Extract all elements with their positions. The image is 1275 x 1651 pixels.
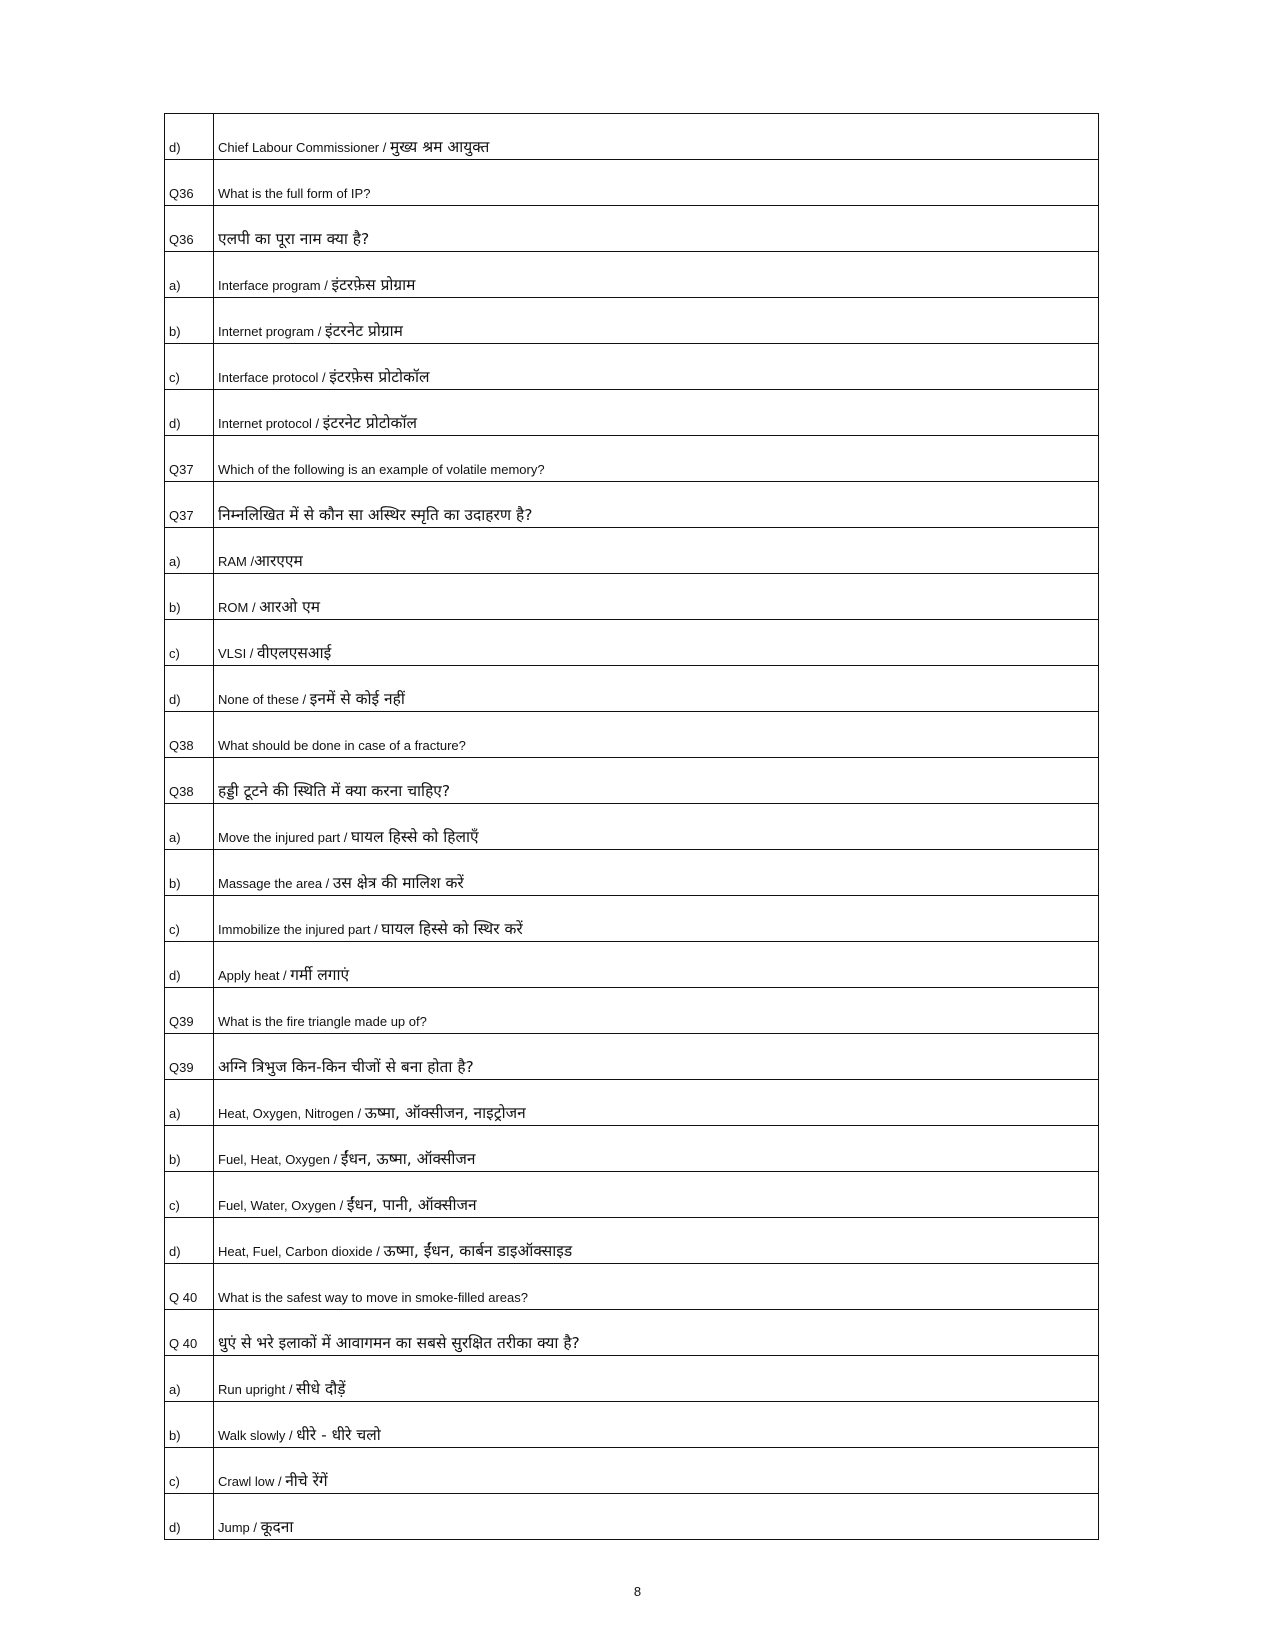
page-number: 8 [633, 1584, 642, 1599]
question-text-cell [214, 1218, 1099, 1264]
hindi-text: वीएलएसआई [257, 644, 332, 662]
table-row [165, 1034, 1099, 1080]
question-text-cell [214, 482, 1099, 528]
table-row [165, 1172, 1099, 1218]
question-number-cell: a) [165, 1356, 214, 1402]
english-text: Heat, Oxygen, Nitrogen / [218, 1106, 365, 1121]
table-row [165, 1218, 1099, 1264]
question-text-cell [214, 712, 1099, 758]
question-number-cell: b) [165, 1126, 214, 1172]
question-number-cell: a) [165, 1080, 214, 1126]
hindi-text: इंटरफ़ेस प्रोटोकॉल [329, 368, 430, 386]
table-row [165, 252, 1099, 298]
question-number-cell: d) [165, 666, 214, 712]
table-row [165, 1402, 1099, 1448]
question-text-cell [214, 252, 1099, 298]
question-number-cell: Q37 [165, 482, 214, 528]
english-text: What should be done in case of a fracture? [218, 738, 466, 753]
hindi-text: नीचे रेंगें [285, 1472, 328, 1490]
english-text: Jump / [218, 1520, 261, 1535]
question-number-cell: a) [165, 804, 214, 850]
question-text-cell [214, 988, 1099, 1034]
hindi-text: इनमें से कोई नहीं [309, 690, 405, 708]
hindi-text: हड्डी टूटने की स्थिति में क्या करना चाहिए? [218, 782, 451, 800]
question-table [164, 113, 1099, 1540]
question-text-cell [214, 528, 1099, 574]
question-text-cell [214, 114, 1099, 160]
english-text: Chief Labour Commissioner / [218, 140, 390, 155]
table-row [165, 390, 1099, 436]
question-number-cell: Q38 [165, 758, 214, 804]
question-text-cell [214, 1172, 1099, 1218]
question-number-cell: b) [165, 850, 214, 896]
table-row [165, 436, 1099, 482]
hindi-text: सीधे दौड़ें [296, 1380, 346, 1398]
english-text: RAM / [218, 554, 255, 569]
question-number-cell: a) [165, 252, 214, 298]
english-text: VLSI / [218, 646, 258, 661]
hindi-text: उस क्षेत्र की मालिश करें [332, 874, 464, 892]
hindi-text: धीरे - धीरे चलो [296, 1426, 381, 1444]
question-number-cell: Q 40 [165, 1264, 214, 1310]
question-number-cell: Q37 [165, 436, 214, 482]
question-text-cell [214, 758, 1099, 804]
question-number-cell: Q36 [165, 160, 214, 206]
hindi-text: अग्नि त्रिभुज किन-किन चीजों से बना होता है? [218, 1058, 474, 1076]
question-text-cell [214, 1034, 1099, 1080]
question-table-body [165, 114, 1099, 1540]
question-number-cell: d) [165, 114, 214, 160]
question-text-cell [214, 206, 1099, 252]
english-text: Interface protocol / [218, 370, 330, 385]
question-number-cell: Q36 [165, 206, 214, 252]
table-row [165, 620, 1099, 666]
hindi-text: कूदना [260, 1518, 294, 1536]
question-text-cell [214, 1356, 1099, 1402]
hindi-text: घायल हिस्से को हिलाएँ [350, 828, 479, 846]
hindi-text: इंटरनेट प्रोटोकॉल [322, 414, 417, 432]
table-row [165, 1264, 1099, 1310]
question-text-cell [214, 896, 1099, 942]
table-row [165, 1356, 1099, 1402]
question-text-cell [214, 1264, 1099, 1310]
question-text-cell [214, 620, 1099, 666]
question-text-cell [214, 666, 1099, 712]
question-number-cell: Q39 [165, 1034, 214, 1080]
english-text: Walk slowly / [218, 1428, 297, 1443]
table-row [165, 528, 1099, 574]
hindi-text: मुख्य श्रम आयुक्त [389, 138, 490, 156]
table-row [165, 160, 1099, 206]
english-text: Which of the following is an example of volatile memory? [218, 462, 545, 477]
question-number-cell: c) [165, 1448, 214, 1494]
question-number-cell: c) [165, 344, 214, 390]
table-row [165, 1310, 1099, 1356]
english-text: Internet program / [218, 324, 325, 339]
english-text: What is the safest way to move in smoke-filled areas? [218, 1290, 528, 1305]
question-number-cell: c) [165, 896, 214, 942]
english-text: Massage the area / [218, 876, 333, 891]
question-text-cell [214, 160, 1099, 206]
question-text-cell [214, 804, 1099, 850]
english-text: Internet protocol / [218, 416, 323, 431]
question-text-cell [214, 574, 1099, 620]
hindi-text: ईंधन, ऊष्मा, ऑक्सीजन [340, 1150, 476, 1168]
question-text-cell [214, 1448, 1099, 1494]
question-text-cell [214, 850, 1099, 896]
hindi-text: ऊष्मा, ईंधन, कार्बन डाइऑक्साइड [383, 1242, 573, 1260]
english-text: Move the injured part / [218, 830, 351, 845]
question-number-cell: c) [165, 620, 214, 666]
english-text: What is the full form of IP? [218, 186, 371, 201]
table-row [165, 666, 1099, 712]
question-text-cell [214, 436, 1099, 482]
hindi-text: ईंधन, पानी, ऑक्सीजन [346, 1196, 477, 1214]
question-text-cell [214, 1310, 1099, 1356]
question-number-cell: c) [165, 1172, 214, 1218]
english-text: None of these / [218, 692, 310, 707]
table-row [165, 712, 1099, 758]
table-row [165, 1126, 1099, 1172]
question-number-cell: a) [165, 528, 214, 574]
hindi-text: इंटरनेट प्रोग्राम [324, 322, 403, 340]
hindi-text: ऊष्मा, ऑक्सीजन, नाइट्रोजन [364, 1104, 526, 1122]
table-row [165, 344, 1099, 390]
table-row [165, 1494, 1099, 1540]
question-text-cell [214, 1402, 1099, 1448]
question-number-cell: b) [165, 574, 214, 620]
question-number-cell: d) [165, 1494, 214, 1540]
question-number-cell: b) [165, 298, 214, 344]
question-number-cell: d) [165, 942, 214, 988]
english-text: Immobilize the injured part / [218, 922, 382, 937]
english-text: Heat, Fuel, Carbon dioxide / [218, 1244, 384, 1259]
english-text: What is the fire triangle made up of? [218, 1014, 427, 1029]
table-row [165, 758, 1099, 804]
hindi-text: इंटरफ़ेस प्रोग्राम [331, 276, 416, 294]
hindi-text: घायल हिस्से को स्थिर करें [381, 920, 523, 938]
hindi-text: आरएएम [254, 552, 303, 570]
question-text-cell [214, 344, 1099, 390]
table-row [165, 896, 1099, 942]
question-number-cell: d) [165, 390, 214, 436]
english-text: Fuel, Heat, Oxygen / [218, 1152, 341, 1167]
question-text-cell [214, 1126, 1099, 1172]
table-row [165, 942, 1099, 988]
question-text-cell [214, 1494, 1099, 1540]
table-row [165, 574, 1099, 620]
table-row [165, 988, 1099, 1034]
english-text: Interface program / [218, 278, 332, 293]
table-row [165, 850, 1099, 896]
hindi-text: निम्नलिखित में से कौन सा अस्थिर स्मृति का उदाहरण है? [218, 506, 533, 524]
question-text-cell [214, 298, 1099, 344]
english-text: Apply heat / [218, 968, 291, 983]
question-number-cell: Q39 [165, 988, 214, 1034]
hindi-text: आरओ एम [259, 598, 320, 616]
hindi-text: धुएं से भरे इलाकों में आवागमन का सबसे सुरक्षित तरीका क्या है? [218, 1334, 580, 1352]
question-number-cell: Q 40 [165, 1310, 214, 1356]
question-text-cell [214, 942, 1099, 988]
table-row [165, 206, 1099, 252]
question-text-cell [214, 1080, 1099, 1126]
english-text: Fuel, Water, Oxygen / [218, 1198, 347, 1213]
hindi-text: एलपी का पूरा नाम क्या है? [218, 230, 370, 248]
english-text: Crawl low / [218, 1474, 286, 1489]
table-row [165, 482, 1099, 528]
question-number-cell: d) [165, 1218, 214, 1264]
question-number-cell: Q38 [165, 712, 214, 758]
table-row [165, 804, 1099, 850]
english-text: ROM / [218, 600, 260, 615]
table-row [165, 1448, 1099, 1494]
question-number-cell: b) [165, 1402, 214, 1448]
table-row [165, 1080, 1099, 1126]
table-row [165, 114, 1099, 160]
english-text: Run upright / [218, 1382, 297, 1397]
question-text-cell [214, 390, 1099, 436]
hindi-text: गर्मी लगाएं [290, 966, 350, 984]
table-row [165, 298, 1099, 344]
